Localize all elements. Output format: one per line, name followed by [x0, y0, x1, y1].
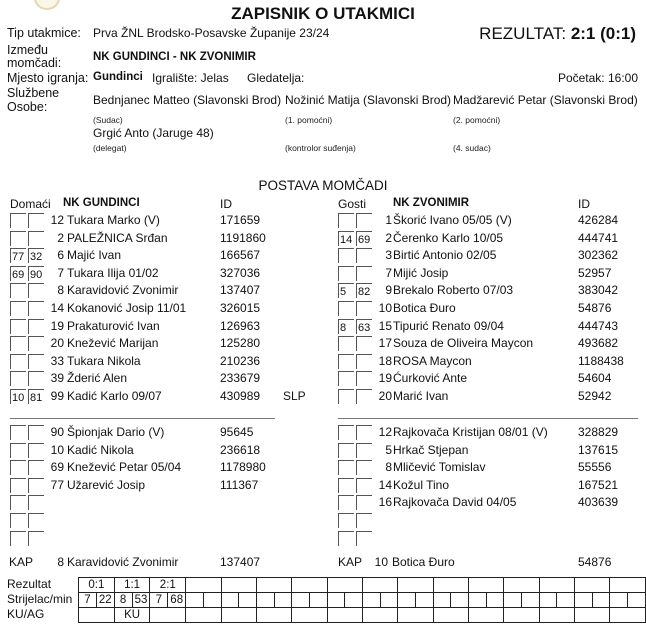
goal-score-cell: 2:1: [150, 578, 186, 593]
sub-in-box[interactable]: [338, 213, 354, 228]
goal-minute-cell: [592, 593, 610, 608]
away-id-header: ID: [578, 197, 590, 211]
player-row: [338, 442, 638, 459]
player-row: [10, 424, 330, 441]
player-number: 20: [378, 389, 392, 403]
away-divider: [338, 418, 638, 419]
player-row: [10, 370, 330, 387]
goal-type-cell: [327, 608, 362, 623]
player-number: 14: [378, 477, 392, 492]
away-captain-label: KAP: [338, 555, 363, 569]
player-id: 54604: [578, 371, 612, 386]
player-number: 8: [385, 460, 392, 475]
goal-minute-cell: 68: [168, 593, 186, 608]
player-number: 14: [50, 301, 64, 315]
player-name: Žderić Alen: [67, 371, 128, 386]
sub-in-box[interactable]: [338, 266, 354, 281]
sub-in-box[interactable]: [10, 425, 26, 440]
sub-in-box[interactable]: [338, 336, 354, 351]
goals-scorer-label: Strijelac/min: [7, 592, 73, 606]
goal-score-cell: [610, 578, 646, 593]
player-id: 54876: [578, 301, 612, 315]
sub-out-box[interactable]: 82: [356, 283, 372, 298]
sub-in-box[interactable]: [338, 425, 354, 440]
sub-out-box[interactable]: [356, 531, 372, 546]
player-number: 7: [57, 265, 64, 280]
goal-scorer-cell: [327, 593, 345, 608]
goal-score-cell: [504, 578, 539, 593]
goal-score-cell: [468, 578, 503, 593]
player-row: [338, 459, 638, 476]
player-row: [338, 388, 638, 405]
player-row: [338, 247, 638, 264]
goal-minute-cell: [415, 593, 433, 608]
player-name: Hrkač Stjepan: [393, 442, 469, 457]
official-delegate-role: (delegat): [93, 143, 127, 153]
match-type-label: Tip utakmice:: [7, 26, 81, 40]
goal-type-cell: [150, 608, 186, 623]
goal-scorer-cell: [610, 593, 628, 608]
player-name: Tukara Marko (V): [67, 213, 160, 227]
goal-scorer-cell: 7: [79, 593, 97, 608]
result-value: 2:1 (0:1): [570, 24, 636, 43]
player-row: [338, 335, 638, 352]
away-captain-number: 10: [374, 555, 388, 569]
player-name: Prakaturović Ivan: [67, 318, 160, 333]
sub-in-box[interactable]: [338, 443, 354, 458]
goal-minute-cell: [203, 593, 221, 608]
sub-out-box[interactable]: [28, 513, 44, 528]
player-name: Čerenko Karlo 10/05: [393, 230, 504, 245]
player-name: Rajkovača David 04/05: [393, 495, 517, 510]
home-captain-number: 8: [57, 555, 64, 569]
goal-scorer-cell: [292, 593, 310, 608]
player-name: Brekalo Roberto 07/03: [393, 283, 514, 298]
official-assistant2-role: (2. pomoćni): [453, 115, 501, 125]
away-side-label: Gosti: [338, 197, 367, 211]
sub-out-box[interactable]: [356, 513, 372, 528]
player-row: [338, 512, 638, 529]
player-name: Botica Đuro: [393, 301, 456, 315]
goal-score-cell: [221, 578, 256, 593]
player-number: 5: [385, 442, 392, 457]
player-number: 10: [50, 442, 64, 457]
sub-in-box[interactable]: [338, 301, 354, 316]
player-row: [10, 530, 330, 547]
goal-scorer-cell: 7: [150, 593, 168, 608]
player-row: [10, 477, 330, 494]
kickoff: Početak: 16:00: [557, 71, 638, 85]
player-row: [10, 512, 330, 529]
player-id: 95645: [220, 425, 254, 439]
player-row: [10, 282, 330, 299]
goal-score-cell: 0:1: [79, 578, 115, 593]
goal-minute-cell: [627, 593, 645, 608]
player-id: 52942: [578, 389, 612, 403]
home-captain-id: 137407: [220, 555, 261, 569]
official-referee-name: Bednjanec Matteo (Slavonski Brod): [93, 93, 282, 107]
official-referee-role: (Sudac): [93, 115, 123, 125]
player-id: 426284: [578, 213, 619, 227]
sub-in-box[interactable]: [338, 478, 354, 493]
sub-in-box[interactable]: [338, 389, 354, 404]
goal-scorer-cell: [398, 593, 416, 608]
player-number: 19: [50, 318, 64, 333]
away-captain-id: 54876: [578, 555, 612, 569]
sub-in-box[interactable]: [10, 460, 26, 475]
official-controller-role: (kontrolor suđenja): [285, 143, 356, 153]
player-row: [10, 353, 330, 370]
goal-type-cell: KU: [114, 608, 150, 623]
player-id: 327036: [220, 265, 261, 280]
player-id: 52957: [578, 265, 612, 280]
player-number: 77: [50, 477, 64, 492]
player-number: 2: [57, 230, 64, 245]
sub-out-box[interactable]: 81: [28, 389, 44, 404]
lineups-title: POSTAVA MOMČADI: [258, 178, 388, 193]
goal-type-cell: [539, 608, 574, 623]
sub-out-box[interactable]: 63: [356, 319, 372, 334]
goal-minute-cell: [274, 593, 292, 608]
sub-in-box[interactable]: [10, 371, 26, 386]
player-id: 326015: [220, 301, 261, 315]
goals-type-label: KU/AG: [7, 607, 45, 621]
player-row: [338, 530, 638, 547]
player-name: Škorić Ivano 05/05 (V): [393, 213, 512, 227]
result: [479, 24, 636, 44]
sub-in-box[interactable]: [338, 531, 354, 546]
player-id: 233679: [220, 371, 261, 386]
player-row: [338, 353, 638, 370]
player-id: 430989: [220, 389, 261, 403]
goal-type-cell: [574, 608, 609, 623]
goal-type-cell: [256, 608, 291, 623]
goal-minute-cell: [521, 593, 539, 608]
player-id: 236618: [220, 442, 261, 457]
goal-score-cell: 1:1: [114, 578, 150, 593]
player-number: 19: [378, 371, 392, 386]
player-row: [10, 388, 330, 405]
player-name: Rajkovača Kristijan 08/01 (V): [393, 425, 548, 439]
goal-type-cell: [610, 608, 646, 623]
goal-type-cell: [468, 608, 503, 623]
player-number: 12: [378, 425, 392, 439]
player-id: 328829: [578, 425, 619, 439]
player-number: 8: [57, 283, 64, 298]
player-name: Tipurić Renato 09/04: [393, 318, 504, 333]
player-row: [338, 265, 638, 282]
goal-scorer-cell: [504, 593, 522, 608]
player-name: PALEŽNICA Srđan: [67, 230, 168, 245]
official-delegate-name: Grgić Anto (Jaruge 48): [93, 126, 214, 140]
player-number: 15: [378, 318, 392, 333]
player-name: Souza de Oliveira Maycon: [393, 336, 534, 351]
home-divider: [10, 418, 275, 419]
sub-in-box[interactable]: [10, 354, 26, 369]
goals-table: [78, 577, 646, 623]
player-row: [10, 230, 330, 247]
teams: NK GUNDINCI - NK ZVONIMIR: [93, 51, 256, 63]
goal-type-cell: [433, 608, 468, 623]
player-number: 9: [385, 283, 392, 298]
goal-minute-cell: [345, 593, 363, 608]
player-row: [10, 494, 330, 511]
sub-in-box[interactable]: 14: [338, 231, 354, 246]
sub-in-box[interactable]: [10, 231, 26, 246]
page-title: ZAPISNIK O UTAKMICI: [231, 4, 415, 23]
goal-scorer-cell: [468, 593, 486, 608]
player-name: Mličević Tomislav: [393, 460, 486, 475]
goal-minute-cell: [486, 593, 504, 608]
player-number: 1: [385, 213, 392, 227]
pitch: Igralište: Jelas: [152, 71, 229, 85]
sub-in-box[interactable]: [10, 531, 26, 546]
goals-scorer-row: [79, 593, 646, 608]
player-name: ROSA Maycon: [393, 353, 472, 368]
player-name: Kadić Karlo 09/07: [67, 389, 162, 403]
player-row: [10, 300, 330, 317]
sub-in-box[interactable]: [338, 495, 354, 510]
player-row: [10, 247, 330, 264]
player-name: Mijić Josip: [393, 265, 449, 280]
player-number: 20: [50, 336, 64, 351]
player-row: [10, 212, 330, 229]
player-row: [338, 282, 638, 299]
sub-in-box[interactable]: [10, 443, 26, 458]
player-name: Tukara Nikola: [67, 353, 141, 368]
sub-in-box[interactable]: 69: [10, 266, 26, 281]
player-id: 1191860: [220, 230, 266, 245]
sub-in-box[interactable]: 10: [10, 389, 26, 404]
result-label: REZULTAT:: [479, 24, 567, 43]
home-id-header: ID: [220, 197, 232, 211]
player-number: 10: [378, 301, 392, 315]
player-id: 403639: [578, 495, 619, 510]
goal-minute-cell: [309, 593, 327, 608]
player-number: 3: [385, 248, 392, 263]
sub-in-box[interactable]: [10, 301, 26, 316]
player-number: 99: [50, 389, 64, 403]
player-id: 111367: [220, 477, 259, 492]
goal-score-cell: [256, 578, 291, 593]
goal-score-cell: [398, 578, 433, 593]
goal-type-cell: [362, 608, 397, 623]
goal-minute-cell: [557, 593, 575, 608]
player-row: [338, 318, 638, 335]
venue: Gundinci: [93, 71, 143, 83]
goal-score-cell: [539, 578, 574, 593]
player-name: Kožul Tino: [393, 477, 450, 492]
player-number: 69: [50, 460, 64, 475]
goal-type-cell: [79, 608, 115, 623]
spectators: Gledatelja:: [247, 71, 305, 85]
goal-scorer-cell: [186, 593, 204, 608]
sub-in-box[interactable]: [338, 371, 354, 386]
sub-in-box[interactable]: [10, 213, 26, 228]
goal-type-cell: [292, 608, 327, 623]
home-captain-label: KAP: [9, 555, 34, 569]
goal-scorer-cell: [539, 593, 557, 608]
goal-score-cell: [292, 578, 327, 593]
sub-in-box[interactable]: [10, 336, 26, 351]
sub-in-box[interactable]: [338, 248, 354, 263]
player-row: [338, 212, 638, 229]
sub-out-box[interactable]: 90: [28, 266, 44, 281]
player-number: 90: [50, 425, 64, 439]
player-number: 33: [50, 353, 64, 368]
player-id: 383042: [578, 283, 619, 298]
player-id: 166567: [220, 248, 261, 263]
sub-in-box[interactable]: [338, 460, 354, 475]
sub-in-box[interactable]: 77: [10, 248, 26, 263]
player-number: 39: [50, 371, 64, 386]
goal-type-cell: [186, 608, 221, 623]
player-name: Kadić Nikola: [67, 442, 134, 457]
player-row: [10, 335, 330, 352]
goal-score-cell: [574, 578, 609, 593]
player-name: Birtić Antonio 02/05: [393, 248, 497, 263]
player-id: 444743: [578, 318, 619, 333]
player-name: Ćurković Ante: [393, 371, 468, 386]
player-id: 167521: [578, 477, 619, 492]
player-row: [10, 318, 330, 335]
player-row: [338, 494, 638, 511]
player-row: [338, 300, 638, 317]
player-row: [10, 442, 330, 459]
player-number: 17: [378, 336, 392, 351]
goals-score-row: [79, 578, 646, 593]
player-id: 171659: [220, 213, 261, 227]
goal-minute-cell: 22: [96, 593, 114, 608]
player-number: 2: [385, 230, 392, 245]
goal-minute-cell: [451, 593, 469, 608]
sub-in-box[interactable]: 8: [338, 319, 354, 334]
goal-scorer-cell: 8: [114, 593, 132, 608]
match-type: Prva ŽNL Brodsko-Posavske Županije 23/24: [93, 26, 330, 40]
sub-in-box[interactable]: 5: [338, 283, 354, 298]
player-number: 16: [378, 495, 392, 510]
goal-scorer-cell: [221, 593, 239, 608]
player-row: [10, 265, 330, 282]
home-side-label: Domaći: [10, 197, 51, 211]
player-name: Majić Ivan: [67, 248, 122, 263]
goal-score-cell: [433, 578, 468, 593]
player-id: 210236: [220, 353, 261, 368]
player-number: 7: [385, 265, 392, 280]
player-name: Knežević Petar 05/04: [67, 460, 182, 475]
goal-minute-cell: [380, 593, 398, 608]
home-captain-name: Karavidović Zvonimir: [67, 555, 179, 569]
official-assistant2-name: Madžarević Petar (Slavonski Brod): [453, 93, 638, 107]
sub-in-box[interactable]: [10, 319, 26, 334]
sub-in-box[interactable]: [338, 513, 354, 528]
player-name: Kokanović Josip 11/01: [67, 301, 187, 315]
player-number: 6: [57, 248, 64, 263]
goal-minute-cell: 53: [132, 593, 150, 608]
player-id: 1188438: [578, 353, 624, 368]
player-number: 12: [50, 213, 64, 227]
goal-type-cell: [221, 608, 256, 623]
goal-type-cell: [504, 608, 539, 623]
sub-in-box[interactable]: [338, 354, 354, 369]
venue-label: Mjesto igranja:: [7, 71, 89, 85]
player-id: 1178980: [220, 460, 266, 475]
player-row: [338, 230, 638, 247]
goal-scorer-cell: [433, 593, 451, 608]
sub-in-box[interactable]: [10, 283, 26, 298]
official-assistant1-name: Nožinić Matija (Slavonski Brod): [285, 93, 452, 107]
player-id: 125280: [220, 336, 261, 351]
home-team-name: NK GUNDINCI: [63, 197, 140, 209]
player-id: 444741: [578, 230, 619, 245]
player-name: Marić Ivan: [393, 389, 449, 403]
player-row: [338, 424, 638, 441]
player-number: 18: [378, 353, 392, 368]
between-label-1: Između: [7, 43, 48, 57]
sub-out-box[interactable]: [28, 495, 44, 510]
player-name: Tukara Ilija 01/02: [67, 265, 159, 280]
between-label-2: momčadi:: [7, 56, 62, 70]
player-id: 137615: [578, 442, 619, 457]
sub-out-box[interactable]: [28, 531, 44, 546]
goal-score-cell: [362, 578, 397, 593]
player-row: [10, 459, 330, 476]
goals-score-label: Rezultat: [7, 577, 52, 591]
player-name: Knežević Marijan: [67, 336, 159, 351]
goal-type-cell: [398, 608, 433, 623]
sub-in-box[interactable]: [10, 513, 26, 528]
goal-scorer-cell: [362, 593, 380, 608]
player-id: 302362: [578, 248, 619, 263]
player-name: Špionjak Dario (V): [67, 425, 165, 439]
sub-out-box[interactable]: 69: [356, 231, 372, 246]
officials-label-1: Službene: [7, 86, 60, 100]
player-id: 55556: [578, 460, 612, 475]
sub-in-box[interactable]: [10, 495, 26, 510]
player-name: Užarević Josip: [67, 477, 146, 492]
player-name: Karavidović Zvonimir: [67, 283, 179, 298]
goal-score-cell: [186, 578, 221, 593]
player-id: 493682: [578, 336, 619, 351]
away-captain-name: Botica Đuro: [392, 555, 455, 569]
goal-minute-cell: [239, 593, 257, 608]
officials-label-2: Osobe:: [7, 100, 48, 114]
goals-type-row: [79, 608, 646, 623]
player-id: 137407: [220, 283, 261, 298]
sub-in-box[interactable]: [10, 478, 26, 493]
sub-out-box[interactable]: 32: [28, 248, 44, 263]
goal-scorer-cell: [574, 593, 592, 608]
player-id: 126963: [220, 318, 261, 333]
official-fourth-role: (4. sudac): [453, 143, 491, 153]
player-row: [338, 477, 638, 494]
goal-scorer-cell: [256, 593, 274, 608]
goal-score-cell: [327, 578, 362, 593]
away-team-name: NK ZVONIMIR: [393, 197, 470, 209]
official-assistant1-role: (1. pomoćni): [285, 115, 333, 125]
player-note: SLP: [283, 389, 306, 403]
player-row: [338, 370, 638, 387]
